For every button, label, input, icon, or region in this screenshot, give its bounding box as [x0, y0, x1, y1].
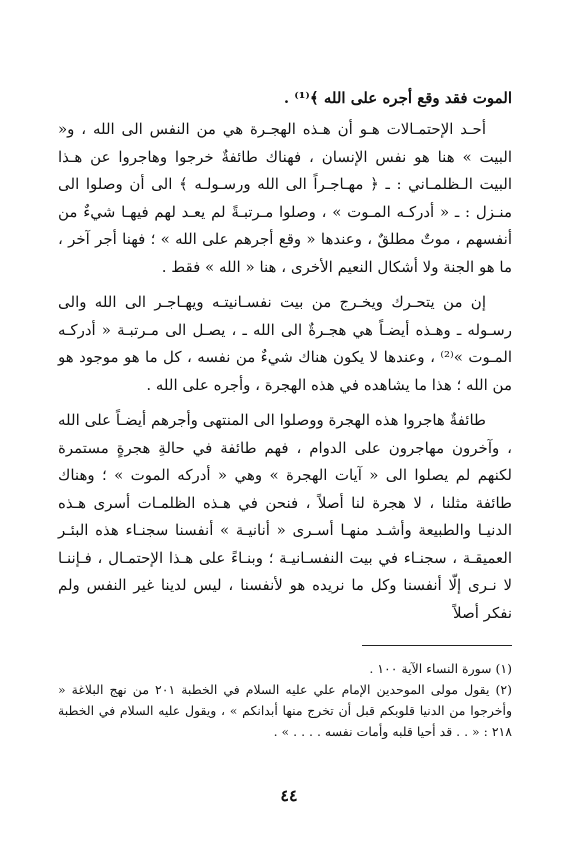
footnote-1: (١) سورة النساء الآية ١٠٠ .	[369, 661, 512, 676]
page-number: ٤٤	[280, 786, 298, 805]
opening-line: الموت فقد وقع أجره على الله ﴾⁽¹⁾ .	[283, 89, 512, 107]
footnotes	[58, 658, 512, 742]
paragraph-3: طائفةٌ هاجروا هذه الهجرة ووصلوا الى المنتهى وأجرهم أيضـاً على الله ، وآخرون مهاجرون على الدوام ، فهم طائفة في حالةِ هجرةٍ مستمرة لكنهم لم يصلوا الى « آيات الهجرة » وهي « أدركه الموت » ؛ وهناك طائفة مثلنا ، لا هجرة لنا أصلاً ، فنحن في هـذه الظلمـات أسرى هـذه الدنيـا والطبيعة وأشـد منهـا أسـرى « أنانيـة » أنفسنا سجنـاء هذه البئـر العميقـة ، سجنـاء في بيت النفسـانيـة ؛ وبنـاءً على هـذا الإحتمـال ، فـإننـا لا نـرى إلّا أنفسنا وكل ما نريده هو لأنفسنا ، ليس لدينا غير النفس ولم نفكر أصلاً	[58, 411, 512, 622]
footnote-2: (٢) يقول مولى الموحدين الإمام علي عليه السلام في الخطبة ٢٠١ من نهج البلاغة « وأخرجوا من الدنيا قلوبكم قبل أن تخرج منها أبدانكم » ، ويقول عليه السلام في الخطبة ٢١٨ : « . . قد أحيا قلبه وأمات نفسه . . . . » .	[58, 682, 512, 739]
paragraph-2: إن من يتحـرك ويخـرج من بيت نفسـانيتـه ويهـاجـر الى الله والى رسـوله ـ وهـذه أيضـاً هي هجـرةٌ الى الله ـ ، يصـل الى مـرتبـة « أدركـه المـوت »⁽²⁾ ، وعندها لا يكون هناك شيءٌ من نفسه ، كل ما هو موجود هو من الله ؛ هذا ما يشاهده في هذه الهجرة ، وأجره على الله .	[58, 293, 512, 394]
paragraph-1: أحـد الإحتمـالات هـو أن هـذه الهجـرة هي من النفس الى الله ، و« البيت » هنا هو نفس الإنسان ، فهناك طائفةٌ خرجوا وهاجروا عن هـذا البيت الـظلمـاني : ـ ﴿ مهـاجـراً الى الله ورسـولـه ﴾ الى أن وصلوا الى منـزل : ـ « أدركـه المـوت » ، وصلوا مـرتبـةً لم يعـد لهم فيهـا شيءٌ من أنفسهم ، موتٌ مطلقٌ ، وعندها « وقع أجرهم على الله » ؛ فهنا أجر آخر ، ما هو الجنة ولا أشكال النعيم الأخرى ، هنا « الله » فقط .	[58, 120, 512, 276]
footnote-divider	[362, 645, 512, 646]
